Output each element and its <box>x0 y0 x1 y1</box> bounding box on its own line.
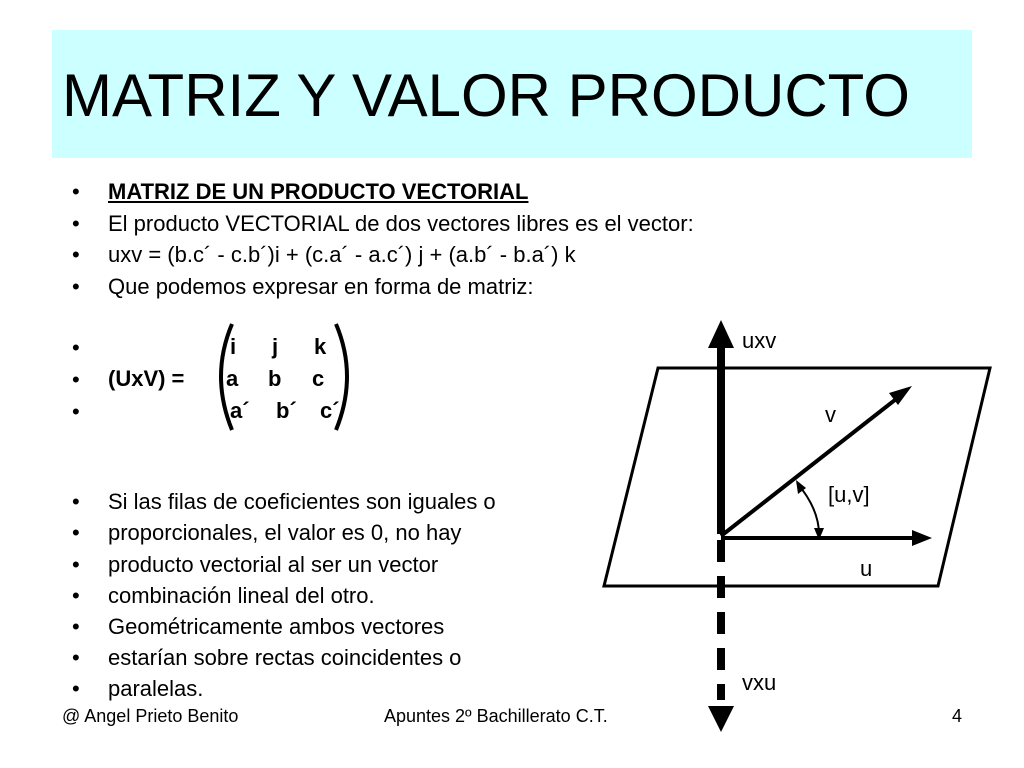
label-u: u <box>860 556 873 581</box>
matrix-cell: a´ <box>230 398 250 423</box>
bullet-dot: • <box>72 335 80 360</box>
matrix-cell: c´ <box>320 398 340 423</box>
matrix-label: (UxV) = <box>108 366 185 391</box>
footer-page-number: 4 <box>952 706 963 726</box>
bullet-dot: • <box>72 399 80 424</box>
bullet-text: paralelas. <box>108 676 204 701</box>
bullet-dot: • <box>72 583 80 608</box>
matrix-cell: k <box>314 334 327 359</box>
vxu-arrow-head <box>708 706 734 732</box>
bullet-dot: • <box>72 614 80 639</box>
section-heading: MATRIZ DE UN PRODUCTO VECTORIAL <box>108 179 529 204</box>
matrix-cell: i <box>230 334 237 359</box>
bullet-text: combinación lineal del otro. <box>108 583 375 608</box>
bullet-dot: • <box>72 520 80 545</box>
footer-course: Apuntes 2º Bachillerato C.T. <box>384 706 608 726</box>
bullet-dot: • <box>72 211 80 236</box>
matrix-cell: b <box>268 366 282 391</box>
bullet-dot: • <box>72 645 80 670</box>
bullet-dot: • <box>72 367 80 392</box>
page-title: MATRIZ Y VALOR PRODUCTO <box>62 62 910 129</box>
label-v: v <box>825 402 836 427</box>
matrix-cell: a <box>226 366 239 391</box>
bullet-dot: • <box>72 179 80 204</box>
bullet-text: producto vectorial al ser un vector <box>108 552 439 577</box>
bullet-dot: • <box>72 489 80 514</box>
bullet-text: Si las filas de coeficientes son iguales o <box>108 489 496 514</box>
footer-author: @ Angel Prieto Benito <box>62 706 239 726</box>
bullet-text: proporcionales, el valor es 0, no hay <box>108 520 462 545</box>
matrix-cell: c <box>312 366 325 391</box>
bullet-dot: • <box>72 552 80 577</box>
bullet-text: Geométricamente ambos vectores <box>108 614 445 639</box>
label-vxu: vxu <box>742 670 777 695</box>
label-angle: [u,v] <box>828 482 870 507</box>
uxv-arrow-head <box>708 320 734 348</box>
bullet-text: estarían sobre rectas coincidentes o <box>108 645 462 670</box>
bullet-dot: • <box>72 274 80 299</box>
formula-text: uxv = (b.c´ - c.b´)i + (c.a´ - a.c´) j + (a.b´ - b.a´) k <box>108 242 576 267</box>
matrix-cell: j <box>272 334 279 359</box>
bullet-text: Que podemos expresar en forma de matriz: <box>108 274 534 299</box>
bullet-dot: • <box>72 242 80 267</box>
bullet-dot: • <box>72 676 80 701</box>
matrix-cell: b´ <box>276 398 297 423</box>
label-uxv: uxv <box>742 328 777 353</box>
bullet-text: El producto VECTORIAL de dos vectores libres es el vector: <box>108 211 694 236</box>
